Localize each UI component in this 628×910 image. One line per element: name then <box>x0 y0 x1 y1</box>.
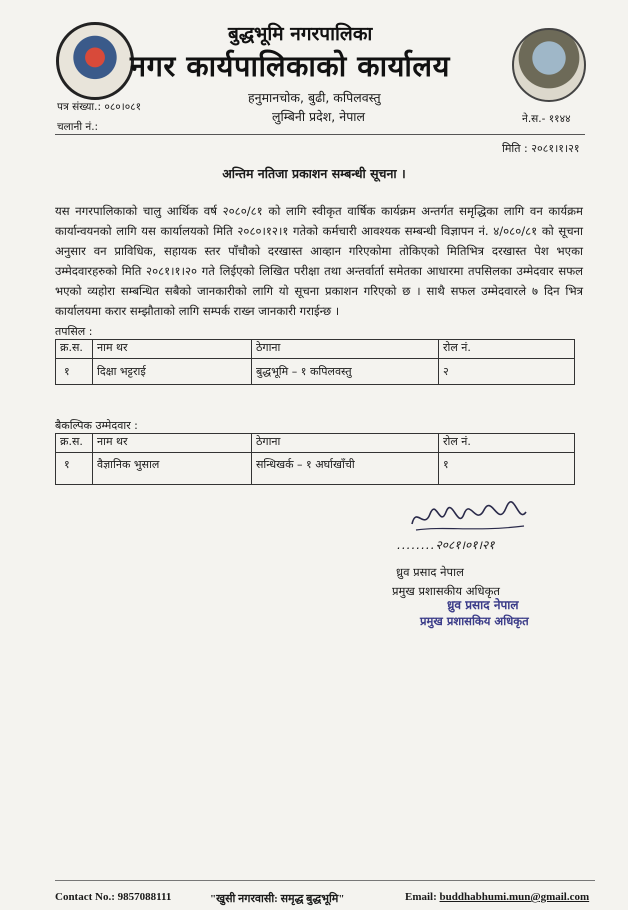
cell-address: सन्धिखर्क – १ अर्घाखाँची <box>252 453 439 485</box>
email-link[interactable]: buddhabhumi.mun@gmail.com <box>439 891 590 903</box>
cell-name: दिक्षा भट्टराई <box>93 359 252 385</box>
col-header-name: नाम थर <box>93 434 252 453</box>
table-header-row <box>56 434 575 453</box>
cell-name: वैज्ञानिक भुसाल <box>93 453 252 485</box>
office-address: हनुमानचोक, बुढी, कपिलवस्तु <box>248 90 381 105</box>
notice-body: यस नगरपालिकाको चालु आर्थिक वर्ष २०८०/८१ को लागि स्वीकृत वार्षिक कार्यक्रम अन्तर्गत समृद्धिका लागि वन कार्यक्रम कार्यान्वयनको लागि यस कार्यालयको मिति २०८०।१२।१ गतेको कर्मचारी आवश्यक सम्बन्धी विज्ञापन नं. ४/०८०/८१ को सूचना अनुसार वन प्राविधिक, सहायक स्तर पाँचौको दरखास्त आव्हान गरिएकोमा तोकिएको मितिभित्र दरखास्त पेश भएका उम्मेदवारहरुको मिति २०८१।१।२० गते लिईएको लिखित परीक्षा तथा अन्तर्वार्ता समेतका आधारमा तपसिलका उम्मेदवार सफल भएको व्यहोरा सम्बन्धित सबैको जानकारीको लागि यो सूचना प्रकाशन गरिएको छ । साथै सफल उम्मेदवारले ७ दिन भित्र कार्यालयमा करार सम्झौताको लागि सम्पर्क राख्न जानकारी गराईन्छ । <box>55 204 583 318</box>
col-header-address: ठेगाना <box>252 340 439 359</box>
notice-date: मिति : २०८१।१।२१ <box>502 142 580 155</box>
footer-contact: Contact No.: 9857088111 <box>55 891 172 903</box>
municipality-seal-logo <box>512 28 586 102</box>
footer-divider <box>55 880 595 881</box>
nepal-emblem-logo <box>56 22 134 100</box>
col-header-address: ठेगाना <box>252 434 439 453</box>
municipality-name: बुद्धभूमि नगरपालिका <box>228 23 373 45</box>
col-header-name: नाम थर <box>93 340 252 359</box>
alternate-label: बैकल्पिक उम्मेदवार : <box>55 419 138 432</box>
nepal-sambat-year: ने.स.- ११४४ <box>522 113 571 125</box>
reference-number: पत्र संख्या.: ०८०।०८१ <box>57 101 142 113</box>
col-header-roll: रोल नं. <box>439 340 575 359</box>
cell-sn: १ <box>56 453 93 485</box>
cell-roll: २ <box>439 359 575 385</box>
table-row <box>56 453 575 485</box>
stamp-signatory-title: प्रमुख प्रशासकिय अधिकृत <box>420 614 529 628</box>
stamp-signatory-name: ध्रुव प्रसाद नेपाल <box>447 598 519 612</box>
alternate-table <box>55 433 575 485</box>
header-divider <box>55 134 585 135</box>
cell-sn: १ <box>56 359 93 385</box>
signatory-name: ध्रुव प्रसाद नेपाल <box>396 565 464 579</box>
successful-table <box>55 339 575 385</box>
office-province: लुम्बिनी प्रदेश, नेपाल <box>272 109 366 124</box>
notice-title: अन्तिम नतिजा प्रकाशन सम्बन्धी सूचना । <box>222 166 406 181</box>
col-header-roll: रोल नं. <box>439 434 575 453</box>
signature-scribble <box>406 500 530 536</box>
signatory-title: प्रमुख प्रशासकीय अधिकृत <box>392 584 500 598</box>
footer-email <box>405 891 589 903</box>
table-row <box>56 359 575 385</box>
cell-address: बुद्धभूमि – १ कपिलवस्तु <box>252 359 439 385</box>
col-header-sn: क्र.स. <box>56 434 93 453</box>
cell-roll: १ <box>439 453 575 485</box>
dispatch-number: चलानी नं.: <box>57 121 99 133</box>
col-header-sn: क्र.स. <box>56 340 93 359</box>
signature-date: २०८१।०१।२१ <box>435 538 495 552</box>
table-header-row <box>56 340 575 359</box>
footer-slogan: "खुसी नगरवासी: समृद्ध बुद्धभूमि" <box>210 893 345 905</box>
email-label: Email: <box>405 891 440 903</box>
successful-label: तपसिल : <box>55 325 93 338</box>
office-name: नगर कार्यपालिकाको कार्यालय <box>130 49 450 83</box>
